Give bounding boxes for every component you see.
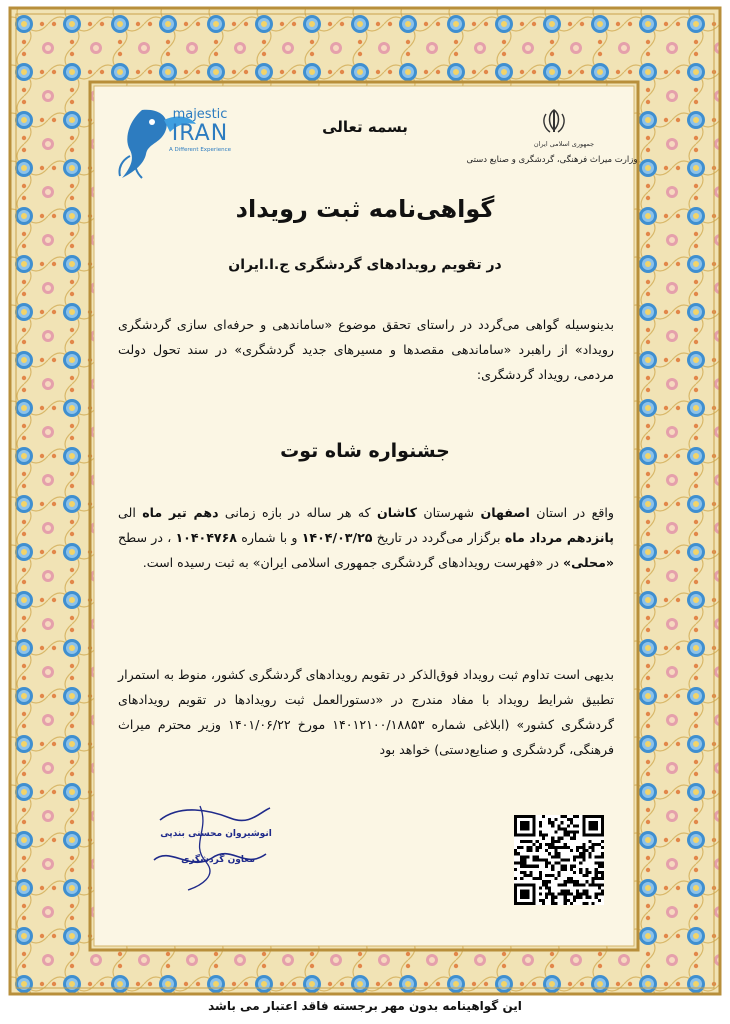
signature-stamp (140, 800, 280, 896)
ministry-logo-line1: جمهوری اسلامی ایران (533, 140, 595, 148)
registration-date: ۱۴۰۴/۰۳/۲۵ (301, 530, 373, 545)
intro-paragraph: بدینوسیله گواهی می‌گردد در راستای تحقق موضوع «ساماندهی و حرفه‌ای سازی گردشگری رویداد» از راهبرد «ساماندهی مقصدها و مسیرهای جدید گردشگری» در سند تحول دولت مردمی، رویداد گردشگری: (118, 317, 614, 382)
province-name: اصفهان (480, 505, 530, 520)
p2-text-3: که هر ساله در بازه زمانی (218, 505, 378, 520)
ministry-logo-line2: وزارت میراث فرهنگی، گردشگری و صنایع دستی (466, 155, 638, 165)
p2-text-7: ، در سطح (118, 530, 176, 545)
majestic-logo-line2: IRAN (171, 121, 229, 146)
majestic-logo-tagline: A Different Experience (168, 147, 232, 153)
p2-text-1: واقع در استان (529, 505, 614, 520)
p2-text-2: شهرستان (416, 505, 481, 520)
certificate-title: گواهی‌نامه ثبت رویداد (235, 195, 495, 223)
conditions-paragraph: بدیهی است تداوم ثبت رویداد فوق‌الذکر در تقویم رویدادهای گردشگری کشور، منوط به استمرار تطبیق شرایط رویداد با مفاد مندرج در «دستورالعمل ثبت رویدادها در تقویم رویدادهای گردشگری کشور» (ابلاغی شماره ۱۴۰۱۲۱۰۰/۱۸۸۵۳ مورخ ۱۴۰۱/۰۶/۲۲ وزیر محترم میراث فرهنگی، گردشگری و صنایع‌دستی) خواهد بود (118, 667, 614, 757)
certificate-subtitle: در تقویم رویدادهای گردشگری ج.ا.ایران (228, 257, 502, 273)
signature-name: انوشیروان محسنی بندپی (160, 829, 272, 839)
p2-text-8: در «فهرست رویدادهای گردشگری جمهوری اسلامی ایران» به ثبت رسیده است. (142, 555, 563, 570)
qr-code (514, 815, 604, 905)
majestic-logo-line1: majestic (172, 107, 228, 122)
signature-title: معاون گردشگری (181, 855, 255, 865)
p2-text-4: الی (118, 505, 143, 520)
footer-validity-note: این گواهینامه بدون مهر برجسته فاقد اعتبار می باشد (208, 999, 522, 1013)
p2-text-6: و با شماره (237, 530, 302, 545)
city-name: کاشان (377, 505, 417, 520)
ministry-logo (466, 104, 638, 174)
majestic-iran-logo (112, 100, 244, 182)
registration-level: «محلی» (562, 555, 614, 570)
end-period: پانزدهم مرداد ماه (504, 530, 614, 545)
p2-text-5: برگزار می‌گردد در تاریخ (372, 530, 505, 545)
registration-number: ۱۰۴۰۴۷۶۸ (175, 530, 237, 545)
basmala-heading: بسمه تعالی (322, 118, 408, 136)
event-details-paragraph (118, 500, 614, 575)
event-name: جشنواره شاه توت (280, 440, 450, 462)
start-period: دهم تیر ماه (142, 505, 219, 520)
